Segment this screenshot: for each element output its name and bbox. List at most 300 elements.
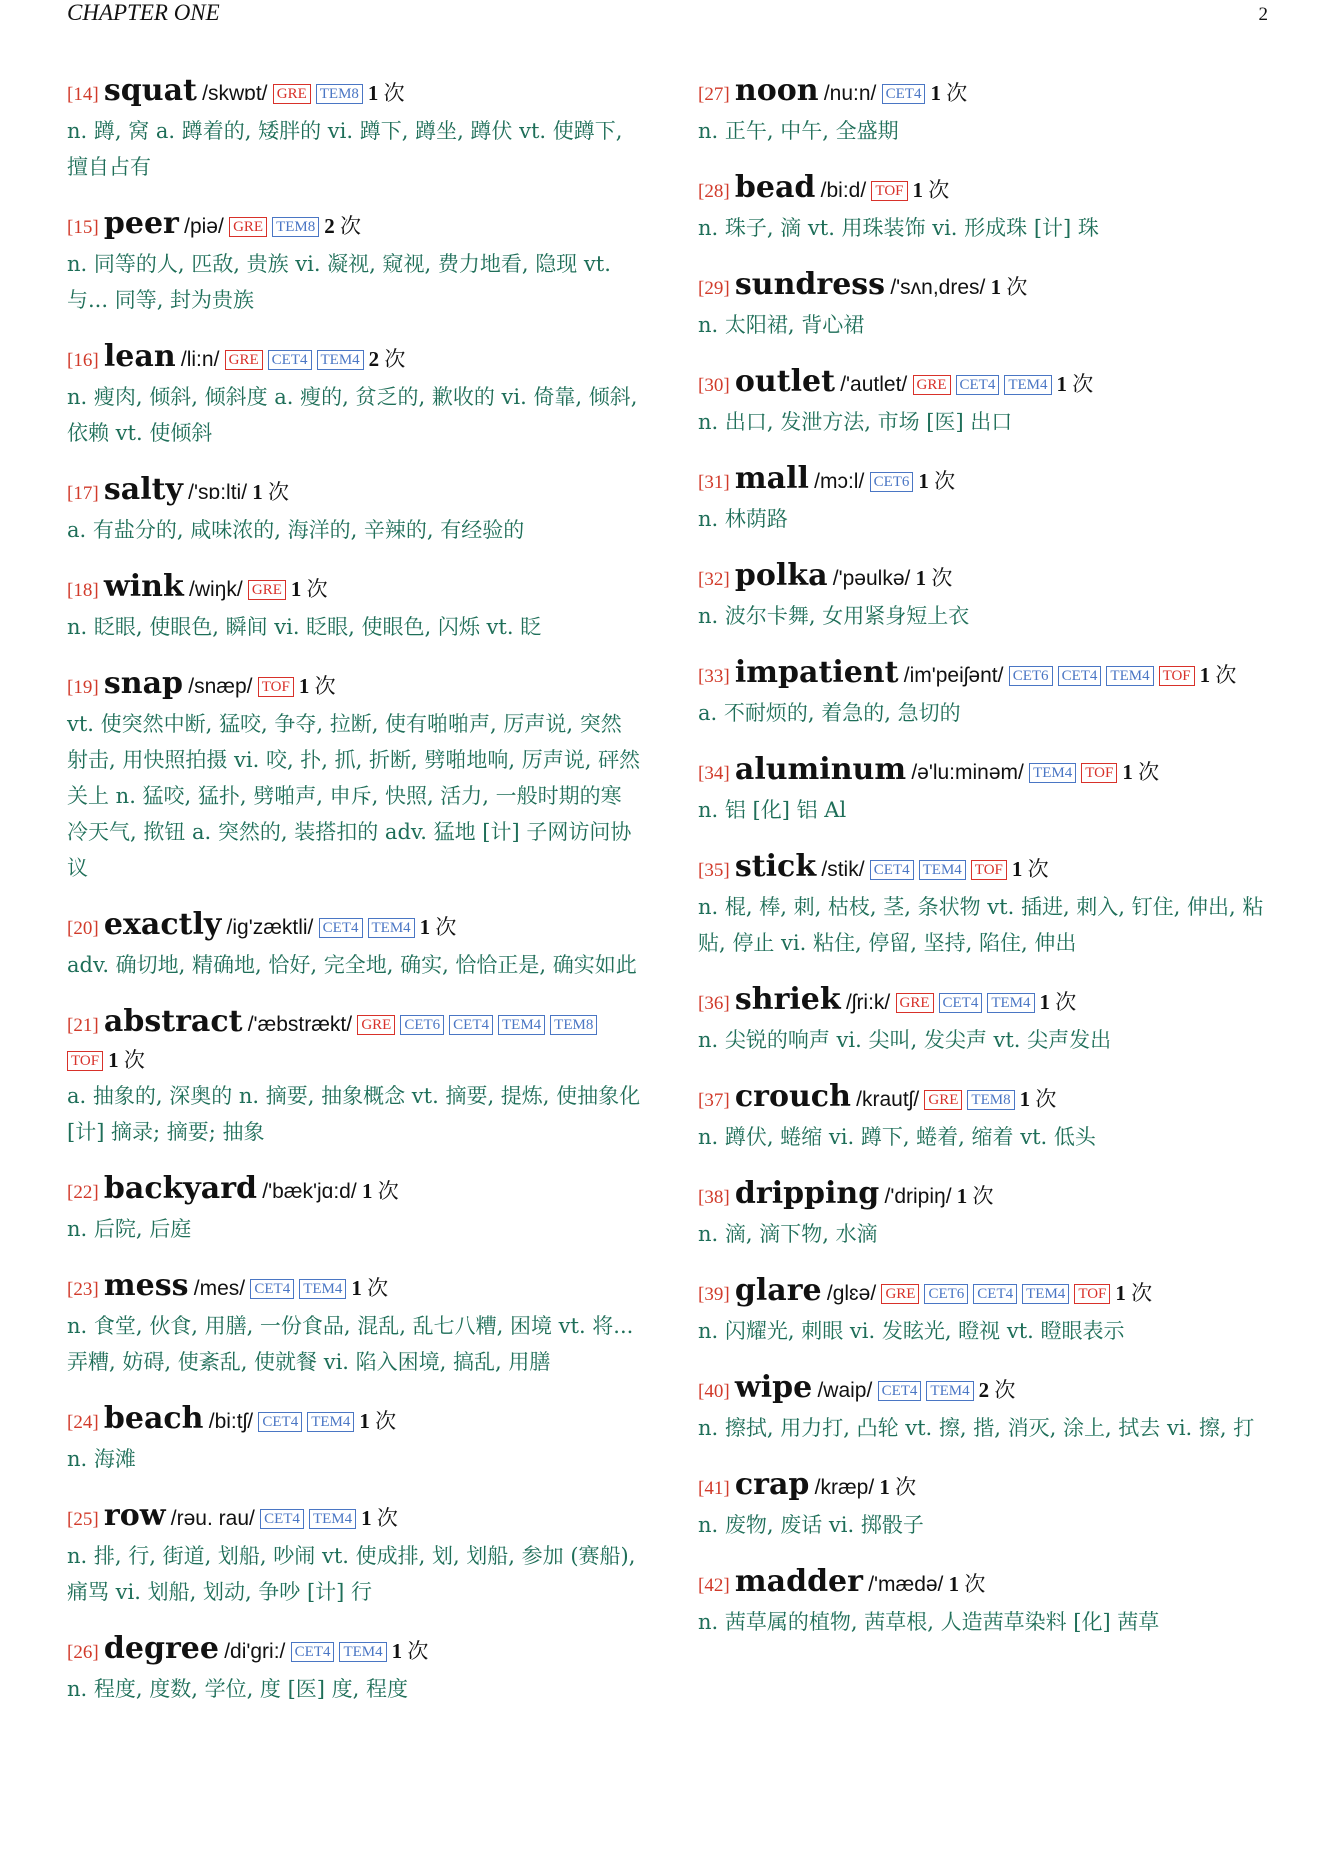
entry-phonetic: /wiŋk/ bbox=[188, 578, 243, 601]
exam-tag-cet4: CET4 bbox=[1058, 666, 1102, 686]
entry-phonetic: /im'peiʃənt/ bbox=[903, 664, 1004, 687]
exam-tag-tem4: TEM4 bbox=[498, 1015, 545, 1035]
entry-definition: n. 波尔卡舞, 女用紧身短上衣 bbox=[698, 604, 970, 628]
entry-count-unit: 次 bbox=[376, 1506, 398, 1530]
exam-tag-tem4: TEM4 bbox=[1106, 666, 1153, 686]
entry-tags bbox=[248, 577, 291, 601]
entry-word: backyard bbox=[103, 1171, 258, 1206]
entry-word: outlet bbox=[734, 364, 835, 399]
entry-count-unit: 次 bbox=[928, 178, 950, 202]
exam-tag-tem4: TEM4 bbox=[368, 918, 415, 938]
entry-index: [42] bbox=[698, 1575, 730, 1596]
entry-frequency bbox=[324, 214, 361, 238]
entry-word: lean bbox=[103, 339, 176, 374]
entry-definition: n. 出口, 发泄方法, 市场 [医] 出口 bbox=[698, 410, 1013, 434]
entry-headline bbox=[67, 908, 642, 946]
vocab-entry bbox=[698, 559, 1273, 634]
entry-headline bbox=[698, 559, 1273, 597]
exam-tag-tem8: TEM8 bbox=[967, 1090, 1014, 1110]
entry-count: 2 bbox=[368, 347, 380, 371]
entry-count: 1 bbox=[1039, 990, 1051, 1014]
entry-count: 1 bbox=[290, 577, 302, 601]
entry-definition: n. 海滩 bbox=[67, 1447, 136, 1471]
entry-headline bbox=[67, 1005, 642, 1077]
vocab-entry bbox=[698, 656, 1273, 731]
entry-headline bbox=[67, 1269, 642, 1307]
exam-tag-cet4: CET4 bbox=[319, 918, 363, 938]
entry-count-unit: 次 bbox=[407, 1639, 429, 1663]
entry-tags bbox=[1009, 663, 1200, 687]
entry-frequency bbox=[369, 347, 406, 371]
entry-count: 2 bbox=[324, 214, 335, 238]
exam-tag-tem4: TEM4 bbox=[307, 1412, 354, 1432]
entry-word: noon bbox=[734, 73, 819, 108]
entry-headline bbox=[698, 1565, 1273, 1603]
entry-index: [23] bbox=[67, 1279, 99, 1300]
entry-phonetic: /mes/ bbox=[193, 1277, 246, 1300]
entry-phonetic: /kræp/ bbox=[814, 1476, 875, 1499]
vocab-entry bbox=[67, 1499, 642, 1610]
entry-index: [24] bbox=[67, 1412, 99, 1433]
entry-phonetic: /ʃri:k/ bbox=[845, 991, 891, 1014]
vocab-entry bbox=[67, 1402, 642, 1477]
entry-definition: n. 正午, 中午, 全盛期 bbox=[698, 119, 899, 143]
entry-headline bbox=[698, 983, 1273, 1021]
entry-frequency bbox=[1040, 990, 1077, 1014]
entry-tags bbox=[250, 1276, 351, 1300]
entry-headline bbox=[67, 74, 642, 112]
entry-word: sundress bbox=[734, 267, 886, 302]
entry-tags bbox=[878, 1378, 979, 1402]
entry-word: crouch bbox=[734, 1079, 851, 1114]
entry-index: [39] bbox=[698, 1284, 730, 1305]
entry-definition: a. 有盐分的, 咸味浓的, 海洋的, 辛辣的, 有经验的 bbox=[67, 518, 525, 542]
entry-definition: n. 眨眼, 使眼色, 瞬间 vi. 眨眼, 使眼色, 闪烁 vt. 眨 bbox=[67, 615, 542, 639]
entry-word: wink bbox=[103, 569, 184, 604]
entry-frequency bbox=[1122, 760, 1159, 784]
entry-index: [35] bbox=[698, 860, 730, 881]
entry-count: 1 bbox=[298, 674, 310, 698]
exam-tag-cet4: CET4 bbox=[878, 1381, 922, 1401]
entry-word: polka bbox=[734, 558, 828, 593]
entry-phonetic: /'bæk'jɑ:d/ bbox=[262, 1180, 357, 1203]
vocab-entry bbox=[698, 462, 1273, 537]
entry-phonetic: /li:n/ bbox=[180, 348, 220, 371]
vocab-entry bbox=[67, 340, 642, 451]
entry-definition: n. 铝 [化] 铝 Al bbox=[698, 798, 847, 822]
exam-tag-cet4: CET4 bbox=[291, 1642, 335, 1662]
entry-headline bbox=[698, 74, 1273, 112]
entry-count: 1 bbox=[361, 1179, 373, 1203]
entry-frequency bbox=[916, 566, 953, 590]
entry-frequency bbox=[991, 275, 1028, 299]
entry-headline bbox=[67, 1172, 642, 1210]
exam-tag-cet6: CET6 bbox=[870, 472, 914, 492]
entry-frequency bbox=[420, 915, 457, 939]
entry-headline bbox=[698, 1177, 1273, 1215]
vocab-entry bbox=[67, 1172, 642, 1247]
exam-tag-cet4: CET4 bbox=[956, 375, 1000, 395]
entry-index: [18] bbox=[67, 580, 99, 601]
vocab-entry bbox=[67, 473, 642, 548]
entry-phonetic: /'æbstrækt/ bbox=[247, 1013, 353, 1036]
entry-word: abstract bbox=[103, 1004, 243, 1039]
entry-count: 1 bbox=[1019, 1087, 1031, 1111]
exam-tag-tem4: TEM4 bbox=[1029, 763, 1076, 783]
exam-tag-tem8: TEM8 bbox=[272, 217, 319, 237]
entry-word: row bbox=[103, 1498, 166, 1533]
entry-count-unit: 次 bbox=[964, 1572, 986, 1596]
entry-tags bbox=[258, 674, 299, 698]
entry-definition: n. 后院, 后庭 bbox=[67, 1217, 192, 1241]
entry-definition: n. 尖锐的响声 vi. 尖叫, 发尖声 vt. 尖声发出 bbox=[698, 1028, 1112, 1052]
vocab-entry bbox=[698, 753, 1273, 828]
entry-definition: n. 擦拭, 用力打, 凸轮 vt. 擦, 揩, 消灭, 涂上, 拭去 vi. 擦, 打 bbox=[698, 1416, 1255, 1440]
exam-tag-gre: GRE bbox=[357, 1015, 395, 1035]
exam-tag-gre: GRE bbox=[225, 350, 263, 370]
exam-tag-gre: GRE bbox=[881, 1284, 919, 1304]
exam-tag-tof: TOF bbox=[1074, 1284, 1110, 1304]
entry-frequency bbox=[1057, 372, 1094, 396]
entry-count: 1 bbox=[915, 566, 927, 590]
exam-tag-tof: TOF bbox=[1159, 666, 1195, 686]
entry-index: [22] bbox=[67, 1182, 99, 1203]
exam-tag-gre: GRE bbox=[896, 993, 934, 1013]
entry-word: impatient bbox=[734, 655, 899, 690]
entry-definition: n. 同等的人, 匹敌, 贵族 vi. 凝视, 窥视, 费力地看, 隐现 vt. 与... 同等, 封为贵族 bbox=[67, 252, 611, 312]
entry-tags bbox=[871, 178, 912, 202]
entry-count: 1 bbox=[359, 1409, 370, 1433]
entry-count: 1 bbox=[252, 480, 263, 504]
vocab-entry bbox=[698, 1371, 1273, 1446]
entry-headline bbox=[698, 1468, 1273, 1506]
entry-phonetic: /skwɒt/ bbox=[202, 82, 268, 105]
entry-definition: n. 蹲伏, 蜷缩 vi. 蹲下, 蜷着, 缩着 vt. 低头 bbox=[698, 1125, 1096, 1149]
entry-count-unit: 次 bbox=[123, 1048, 145, 1072]
entry-headline bbox=[698, 1080, 1273, 1118]
entry-count: 1 bbox=[361, 1506, 372, 1530]
entry-word: degree bbox=[103, 1631, 219, 1666]
entry-headline bbox=[698, 171, 1273, 209]
entry-count: 1 bbox=[1115, 1281, 1126, 1305]
entry-index: [21] bbox=[67, 1015, 99, 1036]
entry-definition: vt. 使突然中断, 猛咬, 争夺, 拉断, 使有啪啪声, 厉声说, 突然射击, 用快照拍摄 vi. 咬, 扑, 抓, 折断, 劈啪地响, 厉声说, 砰然关上 n. 猛咬, 猛扑, 劈啪声, 申斥, 快照, 活力, 一般时期的寒冷天气, 揿钮 a. 突然的, 装搭扣的 adv. 猛地 [计] 子网访问协议 bbox=[67, 712, 641, 880]
entry-definition: n. 棍, 棒, 刺, 枯枝, 茎, 条状物 vt. 插进, 刺入, 钉住, 伸出, 粘贴, 停止 vi. 粘住, 停留, 坚持, 陷住, 伸出 bbox=[698, 895, 1264, 955]
entry-word: glare bbox=[734, 1273, 822, 1308]
exam-tag-tof: TOF bbox=[67, 1051, 103, 1071]
vocab-entry bbox=[698, 171, 1273, 246]
entry-count: 1 bbox=[956, 1184, 968, 1208]
entry-definition: n. 林荫路 bbox=[698, 507, 788, 531]
entry-phonetic: /krautʃ/ bbox=[856, 1088, 920, 1111]
entry-frequency bbox=[362, 1179, 399, 1203]
entry-headline bbox=[67, 1402, 642, 1440]
entry-count-unit: 次 bbox=[972, 1184, 994, 1208]
exam-tag-tem4: TEM4 bbox=[1022, 1284, 1069, 1304]
entry-tags bbox=[924, 1087, 1019, 1111]
entry-headline bbox=[698, 850, 1273, 888]
entry-word: bead bbox=[734, 170, 816, 205]
entry-count-unit: 次 bbox=[384, 347, 406, 371]
entry-word: shriek bbox=[734, 982, 841, 1017]
entry-index: [14] bbox=[67, 84, 99, 105]
exam-tag-gre: GRE bbox=[229, 217, 267, 237]
entry-index: [27] bbox=[698, 84, 730, 105]
entry-frequency bbox=[359, 1409, 396, 1433]
entry-count-unit: 次 bbox=[377, 1179, 399, 1203]
exam-tag-cet4: CET4 bbox=[870, 860, 914, 880]
vocab-entry bbox=[698, 74, 1273, 149]
entry-definition: n. 茜草属的植物, 茜草根, 人造茜草染料 [化] 茜草 bbox=[698, 1610, 1160, 1634]
entry-frequency bbox=[1012, 857, 1049, 881]
entry-frequency bbox=[351, 1276, 388, 1300]
entry-tags bbox=[319, 915, 420, 939]
vocab-entry bbox=[67, 570, 642, 645]
entry-tags bbox=[913, 372, 1057, 396]
entry-frequency bbox=[918, 469, 955, 493]
entry-phonetic: /di'gri:/ bbox=[224, 1640, 286, 1663]
entry-count-unit: 次 bbox=[367, 1276, 389, 1300]
left-column bbox=[67, 74, 642, 1729]
exam-tag-gre: GRE bbox=[913, 375, 951, 395]
entry-phonetic: /snæp/ bbox=[188, 675, 253, 698]
entry-count: 1 bbox=[367, 81, 379, 105]
chapter-title: CHAPTER ONE bbox=[67, 0, 220, 25]
entry-count-unit: 次 bbox=[895, 1475, 917, 1499]
entry-headline bbox=[67, 473, 642, 511]
entry-tags bbox=[260, 1506, 361, 1530]
entry-count-unit: 次 bbox=[1072, 372, 1094, 396]
vocab-entry bbox=[698, 268, 1273, 343]
entry-word: squat bbox=[103, 73, 197, 108]
entry-index: [20] bbox=[67, 918, 99, 939]
entry-count: 1 bbox=[1056, 372, 1068, 396]
exam-tag-cet4: CET4 bbox=[260, 1509, 304, 1529]
exam-tag-gre: GRE bbox=[924, 1090, 962, 1110]
exam-tag-tof: TOF bbox=[971, 860, 1007, 880]
entry-index: [31] bbox=[698, 472, 730, 493]
entry-headline bbox=[67, 1499, 642, 1537]
entry-phonetic: /ə'lu:minəm/ bbox=[911, 761, 1024, 784]
entry-tags bbox=[229, 214, 324, 238]
entry-count-unit: 次 bbox=[994, 1378, 1016, 1402]
entry-frequency bbox=[299, 674, 336, 698]
entry-definition: n. 太阳裙, 背心裙 bbox=[698, 313, 865, 337]
exam-tag-cet6: CET6 bbox=[924, 1284, 968, 1304]
entry-index: [32] bbox=[698, 569, 730, 590]
entry-frequency bbox=[361, 1506, 398, 1530]
entry-frequency bbox=[913, 178, 950, 202]
entry-frequency bbox=[252, 480, 289, 504]
entry-definition: n. 排, 行, 街道, 划船, 吵闹 vt. 使成排, 划, 划船, 参加 (赛船), 痛骂 vi. 划船, 划动, 争吵 [计] 行 bbox=[67, 1544, 636, 1604]
entry-phonetic: /'sɒ:lti/ bbox=[188, 481, 248, 504]
entry-phonetic: /ig'zæktli/ bbox=[226, 916, 314, 939]
exam-tag-tem4: TEM4 bbox=[299, 1279, 346, 1299]
entry-word: dripping bbox=[734, 1176, 880, 1211]
vocab-entry bbox=[698, 1565, 1273, 1640]
entry-definition: n. 蹲, 窝 a. 蹲着的, 矮胖的 vi. 蹲下, 蹲坐, 蹲伏 vt. 使蹲下, 擅自占有 bbox=[67, 119, 623, 179]
vocab-entry bbox=[67, 1005, 642, 1150]
entry-word: wipe bbox=[734, 1370, 813, 1405]
entry-frequency bbox=[108, 1048, 145, 1072]
vocab-entry bbox=[698, 1080, 1273, 1155]
exam-tag-cet4: CET4 bbox=[939, 993, 983, 1013]
entry-count-unit: 次 bbox=[1131, 1281, 1153, 1305]
vocab-entry bbox=[67, 1632, 642, 1707]
entry-frequency bbox=[979, 1378, 1016, 1402]
entry-phonetic: /glɛə/ bbox=[826, 1282, 877, 1305]
entry-index: [41] bbox=[698, 1478, 730, 1499]
exam-tag-tem4: TEM4 bbox=[1004, 375, 1051, 395]
entry-phonetic: /waip/ bbox=[817, 1379, 873, 1402]
entry-phonetic: /'mædə/ bbox=[868, 1573, 944, 1596]
entry-definition: n. 瘦肉, 倾斜, 倾斜度 a. 瘦的, 贫乏的, 歉收的 vi. 倚靠, 倾斜, 依赖 vt. 使倾斜 bbox=[67, 385, 638, 445]
entry-definition: n. 食堂, 伙食, 用膳, 一份食品, 混乱, 乱七八糟, 困境 vt. 将... 弄糟, 妨碍, 使紊乱, 使就餐 vi. 陷入困境, 搞乱, 用膳 bbox=[67, 1314, 634, 1374]
entry-headline bbox=[67, 1632, 642, 1670]
entry-count: 1 bbox=[879, 1475, 890, 1499]
vocab-entry bbox=[698, 983, 1273, 1058]
entry-count-unit: 次 bbox=[375, 1409, 397, 1433]
entry-frequency bbox=[879, 1475, 916, 1499]
exam-tag-tem4: TEM4 bbox=[309, 1509, 356, 1529]
entry-tags bbox=[881, 1281, 1115, 1305]
entry-phonetic: /bi:tʃ/ bbox=[208, 1410, 254, 1433]
entry-count-unit: 次 bbox=[383, 81, 405, 105]
vocab-entry bbox=[698, 850, 1273, 961]
entry-tags bbox=[273, 81, 368, 105]
entry-definition: adv. 确切地, 精确地, 恰好, 完全地, 确实, 恰恰正是, 确实如此 bbox=[67, 953, 637, 977]
exam-tag-tem8: TEM8 bbox=[316, 84, 363, 104]
entry-word: exactly bbox=[103, 907, 222, 942]
entry-index: [19] bbox=[67, 677, 99, 698]
exam-tag-tem4: TEM4 bbox=[987, 993, 1034, 1013]
exam-tag-cet6: CET6 bbox=[1009, 666, 1053, 686]
entry-tags bbox=[291, 1639, 392, 1663]
entry-definition: n. 珠子, 滴 vt. 用珠装饰 vi. 形成珠 [计] 珠 bbox=[698, 216, 1099, 240]
exam-tag-tem4: TEM4 bbox=[339, 1642, 386, 1662]
entry-phonetic: /'pəulkə/ bbox=[832, 567, 911, 590]
entry-count-unit: 次 bbox=[268, 480, 290, 504]
exam-tag-tem8: TEM8 bbox=[550, 1015, 597, 1035]
vocab-entry bbox=[67, 1269, 642, 1380]
exam-tag-gre: GRE bbox=[248, 580, 286, 600]
entry-definition: n. 滴, 滴下物, 水滴 bbox=[698, 1222, 878, 1246]
entry-index: [17] bbox=[67, 483, 99, 504]
entry-count: 1 bbox=[948, 1572, 960, 1596]
entry-frequency bbox=[957, 1184, 994, 1208]
entry-count-unit: 次 bbox=[1138, 760, 1160, 784]
entry-count: 1 bbox=[1122, 760, 1133, 784]
entry-count-unit: 次 bbox=[314, 674, 336, 698]
entry-tags bbox=[258, 1409, 359, 1433]
entry-definition: n. 程度, 度数, 学位, 度 [医] 度, 程度 bbox=[67, 1677, 409, 1701]
exam-tag-tem4: TEM4 bbox=[317, 350, 364, 370]
right-column bbox=[698, 74, 1273, 1662]
entry-definition: n. 废物, 废话 vi. 掷骰子 bbox=[698, 1513, 924, 1537]
entry-tags bbox=[1029, 760, 1122, 784]
exam-tag-gre: GRE bbox=[273, 84, 311, 104]
entry-index: [26] bbox=[67, 1642, 99, 1663]
entry-headline bbox=[698, 462, 1273, 500]
entry-tags bbox=[896, 990, 1040, 1014]
entry-index: [38] bbox=[698, 1187, 730, 1208]
entry-word: peer bbox=[103, 206, 179, 241]
entry-headline bbox=[67, 667, 642, 705]
entry-tags bbox=[870, 857, 1012, 881]
entry-count-unit: 次 bbox=[435, 915, 457, 939]
entry-count: 1 bbox=[108, 1048, 119, 1072]
entry-word: salty bbox=[103, 472, 183, 507]
entry-index: [33] bbox=[698, 666, 730, 687]
entry-headline bbox=[698, 656, 1273, 694]
entry-word: stick bbox=[734, 849, 817, 884]
exam-tag-tof: TOF bbox=[1081, 763, 1117, 783]
entry-phonetic: /'autlet/ bbox=[840, 373, 908, 396]
entry-index: [15] bbox=[67, 217, 99, 238]
exam-tag-cet6: CET6 bbox=[400, 1015, 444, 1035]
entry-word: madder bbox=[734, 1564, 863, 1599]
entry-word: aluminum bbox=[734, 752, 907, 787]
exam-tag-cet4: CET4 bbox=[449, 1015, 493, 1035]
entry-index: [34] bbox=[698, 763, 730, 784]
vocab-entry bbox=[67, 74, 642, 185]
entry-count-unit: 次 bbox=[1027, 857, 1049, 881]
entry-count: 2 bbox=[978, 1378, 990, 1402]
entry-phonetic: /bi:d/ bbox=[820, 179, 867, 202]
entry-frequency bbox=[930, 81, 967, 105]
vocab-entry bbox=[67, 207, 642, 318]
entry-definition: a. 抽象的, 深奥的 n. 摘要, 抽象概念 vt. 摘要, 提炼, 使抽象化 [计] 摘录; 摘要; 抽象 bbox=[67, 1084, 641, 1144]
entry-count-unit: 次 bbox=[1215, 663, 1237, 687]
entry-index: [29] bbox=[698, 278, 730, 299]
entry-frequency bbox=[1020, 1087, 1057, 1111]
vocab-entry bbox=[698, 1468, 1273, 1543]
entry-word: mess bbox=[103, 1268, 189, 1303]
vocab-entry bbox=[698, 1177, 1273, 1252]
entry-phonetic: /'dripiŋ/ bbox=[884, 1185, 952, 1208]
exam-tag-cet4: CET4 bbox=[268, 350, 312, 370]
entry-count: 1 bbox=[912, 178, 923, 202]
entry-frequency bbox=[291, 577, 328, 601]
entry-headline bbox=[67, 207, 642, 245]
entry-frequency bbox=[392, 1639, 429, 1663]
entry-index: [36] bbox=[698, 993, 730, 1014]
exam-tag-tem4: TEM4 bbox=[926, 1381, 973, 1401]
entry-frequency bbox=[368, 81, 405, 105]
vocab-entry bbox=[698, 1274, 1273, 1349]
entry-headline bbox=[698, 268, 1273, 306]
entry-count: 1 bbox=[930, 81, 941, 105]
entry-count-unit: 次 bbox=[340, 214, 361, 238]
page-header bbox=[0, 0, 1322, 40]
entry-headline bbox=[698, 1371, 1273, 1409]
entry-count-unit: 次 bbox=[1006, 275, 1028, 299]
entry-count: 1 bbox=[351, 1276, 362, 1300]
entry-definition: n. 闪耀光, 刺眼 vi. 发眩光, 瞪视 vt. 瞪眼表示 bbox=[698, 1319, 1125, 1343]
entry-frequency bbox=[1115, 1281, 1152, 1305]
exam-tag-cet4: CET4 bbox=[973, 1284, 1017, 1304]
entry-phonetic: /stik/ bbox=[821, 858, 865, 881]
exam-tag-cet4: CET4 bbox=[882, 84, 926, 104]
entry-tags bbox=[870, 469, 919, 493]
entry-word: beach bbox=[103, 1401, 204, 1436]
vocab-entry bbox=[67, 908, 642, 983]
vocab-entry bbox=[67, 667, 642, 886]
entry-count-unit: 次 bbox=[934, 469, 956, 493]
entry-count-unit: 次 bbox=[931, 566, 953, 590]
entry-index: [28] bbox=[698, 181, 730, 202]
entry-headline bbox=[67, 340, 642, 378]
